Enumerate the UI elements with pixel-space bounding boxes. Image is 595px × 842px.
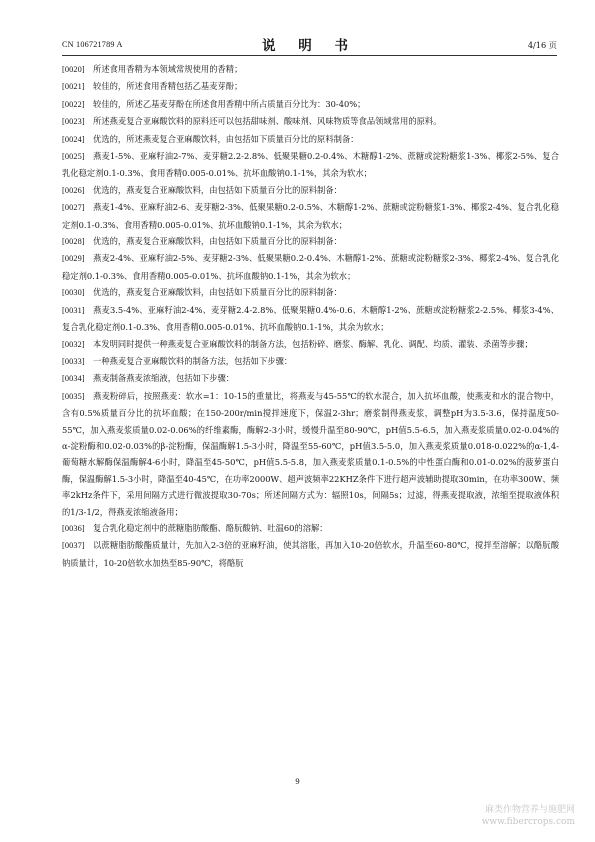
paragraph-text: 燕麦1-4%、亚麻籽油2-6、麦芽糖2-3%、低聚果糖0.2-0.5%、木糖醇1-2%、蔗糖或淀粉糖浆1-3%、椰浆2-4%、复合乳化稳定剂0.1-0.3%、食用香精0.005-0.01%、抗坏血酸钠0.1-1%，其余为软水； xyxy=(62,202,559,230)
paragraph-text: 较佳的，所述乙基麦芽酚在所述食用香精中所占质量百分比为：30-40%； xyxy=(93,98,366,109)
paragraph-text: 燕麦3.5-4%、亚麻籽油2-4%、麦芽糖2.4-2.8%、低聚果糖0.4%-0.6、木糖醇1-2%、蔗糖或淀粉糖浆2-2.5%、椰浆3-4%、复合乳化稳定剂0.1-0.3%、食用香精0.005-0.01%、抗坏血酸钠0.1-1%，其余为软水； xyxy=(62,304,559,333)
paragraph-number: [0035] xyxy=(62,391,85,401)
document-body xyxy=(62,61,559,571)
paragraph xyxy=(62,537,559,571)
paragraph-text: 所述燕麦复合亚麻酸饮料的原料还可以包括甜味剂、酸味剂、风味物质等食品领域常用的原料。 xyxy=(93,116,442,127)
paragraph-number: [0021] xyxy=(62,82,85,92)
paragraph xyxy=(62,520,559,537)
watermark-url: www.fibercrops.com xyxy=(481,817,575,827)
paragraph-text: 燕麦1-5%、亚麻籽油2-7%、麦芽糖2.2-2.8%、低聚果糖0.2-0.4%、木糖醇1-2%、蔗糖或淀粉糖浆1-3%、椰浆2-5%、复合乳化稳定剂0.1-0.3%、食用香精0.005-0.01%、抗坏血酸钠0.1-1%，其余为软水； xyxy=(62,151,559,179)
paragraph xyxy=(62,113,559,130)
paragraph-text: 优选的，燕麦复合亚麻酸饮料，由包括如下质量百分比的原料制备： xyxy=(93,236,342,247)
patent-number: CN 106721789 A xyxy=(62,40,123,49)
paragraph xyxy=(62,336,559,353)
paragraph xyxy=(62,61,559,78)
paragraph-number: [0033] xyxy=(62,356,85,366)
paragraph xyxy=(62,370,559,387)
paragraph-number: [0037] xyxy=(62,541,85,551)
paragraph-text: 燕麦粉碎后，按照燕麦：软水=1：10-15的重量比，将燕麦与45-55℃的软水混合，加入抗坏血酸，使燕麦和水的混合物中，含有0.5%质量百分比的抗坏血酸；在150-200r/min搅拌速度下，保温2-3hr；磨浆制得燕麦浆，调整pH为3.5-3.6，保持温度50-55℃，加入燕麦浆质量0.02-0.06%的纤维素酶，酶解2-3小时，缓慢升温至80-90℃，pH值5.5-6.5，加入燕麦浆质量0.02-0.04%的α-淀粉酶和0.02-0.03%的β-淀粉酶，保温酶解1.5-3小时，降温至55-60℃，pH值3.5-5.0，加入燕麦浆质量0.018-0.022%的α-1,4-葡萄糖水解酶保温酶解4-6小时，降温至45-50℃，pH值5.5-5.8，加入燕麦浆质量0.1-0.5%的中性蛋白酶和0.01-0.02%的菠萝蛋白酶，保温酶解1.5-3小时，降温至40-45℃，在功率2000W、超声波频率22KHZ条件下进行超声波辅助提取30min，在功率300W、频率2kHz条件下，采用间隔方式进行微波提取30-70s；所述间隔方式为：辐照10s，间隔5s；过滤，得燕麦提取液，浓缩至提取液体积的1/3-1/2，得燕麦浓缩液备用； xyxy=(62,390,559,517)
paragraph xyxy=(62,182,559,199)
paragraph-number: [0026] xyxy=(62,185,85,195)
paragraph-number: [0027] xyxy=(62,203,85,213)
paragraph-number: [0020] xyxy=(62,65,85,74)
paragraph-text: 优选的，燕麦复合亚麻酸饮料，由包括如下质量百分比的原料制备： xyxy=(93,287,342,298)
paragraph-number: [0028] xyxy=(62,237,85,247)
document-title: 说 明 书 xyxy=(262,38,357,54)
paragraph-number: [0025] xyxy=(62,152,85,162)
paragraph-text: 较佳的，所述食用香精包括乙基麦芽酚； xyxy=(93,81,243,92)
paragraph-number: [0032] xyxy=(62,339,85,349)
paragraph xyxy=(62,233,559,250)
paragraph-number: [0029] xyxy=(62,254,85,264)
page-header xyxy=(62,34,557,52)
paragraph-number: [0030] xyxy=(62,288,85,298)
paragraph xyxy=(62,302,559,336)
paragraph xyxy=(62,148,559,182)
paragraph xyxy=(62,353,559,370)
paragraph-text: 复合乳化稳定剂中的蔗糖脂肪酸酯、酪朊酸钠、吐温60的溶解： xyxy=(93,522,328,533)
paragraph-text: 以蔗糖脂肪酸酯质量计，先加入2-3倍的亚麻籽油，使其溶胀，再加入10-20倍软水，升温至60-80℃，搅拌至溶解；以酪朊酸钠质量计，10-20倍软水加热至85-90℃，将酪朊 xyxy=(62,540,559,568)
paragraph-text: 本发明同时提供一种燕麦复合亚麻酸饮料的制备方法，包括粉碎、磨浆、酶解、乳化、调配、均质、灌装、杀菌等步骤； xyxy=(93,338,533,349)
page-indicator: 4/16 页 xyxy=(527,40,557,50)
paragraph-text: 燕麦制备燕麦浓缩液，包括如下步骤： xyxy=(93,373,235,384)
paragraph xyxy=(62,78,559,95)
watermark xyxy=(482,804,575,828)
paragraph-number: [0036] xyxy=(62,523,85,533)
paragraph-text: 优选的，燕麦复合亚麻酸饮料，由包括如下质量百分比的原料制备： xyxy=(93,184,342,195)
paragraph xyxy=(62,388,559,520)
paragraph-number: [0024] xyxy=(62,134,85,144)
paragraph xyxy=(62,96,559,113)
paragraph-number: [0023] xyxy=(62,117,85,127)
paragraph-number: [0034] xyxy=(62,374,85,384)
paragraph-text: 燕麦2-4%、亚麻籽油2-5%、麦芽糖2-3%、低聚果糖0.2-0.4%、木糖醇1-2%、蔗糖或淀粉糖浆2-3%、椰浆2-4%、复合乳化稳定剂0.1-0.3%、食用香精0.005-0.01%、抗坏血酸钠0.1-1%，其余为软水； xyxy=(62,253,559,281)
paragraph-text: 优选的，所述燕麦复合亚麻酸饮料，由包括如下质量百分比的原料制备： xyxy=(93,133,359,144)
paragraph xyxy=(62,131,559,148)
paragraph-text: 一种燕麦复合亚麻酸饮料的制备方法，包括如下步骤： xyxy=(93,355,293,366)
header-rule xyxy=(62,55,557,56)
paragraph-number: [0022] xyxy=(62,99,85,109)
paragraph xyxy=(62,284,559,301)
paragraph xyxy=(62,199,559,233)
paragraph-text: 所述食用香精为本领域常规使用的香精； xyxy=(93,64,243,74)
paragraph xyxy=(62,250,559,284)
paragraph-number: [0031] xyxy=(62,305,85,315)
page-number: 9 xyxy=(295,776,300,786)
watermark-text-cn: 麻类作物营养与施肥网 xyxy=(484,805,575,815)
